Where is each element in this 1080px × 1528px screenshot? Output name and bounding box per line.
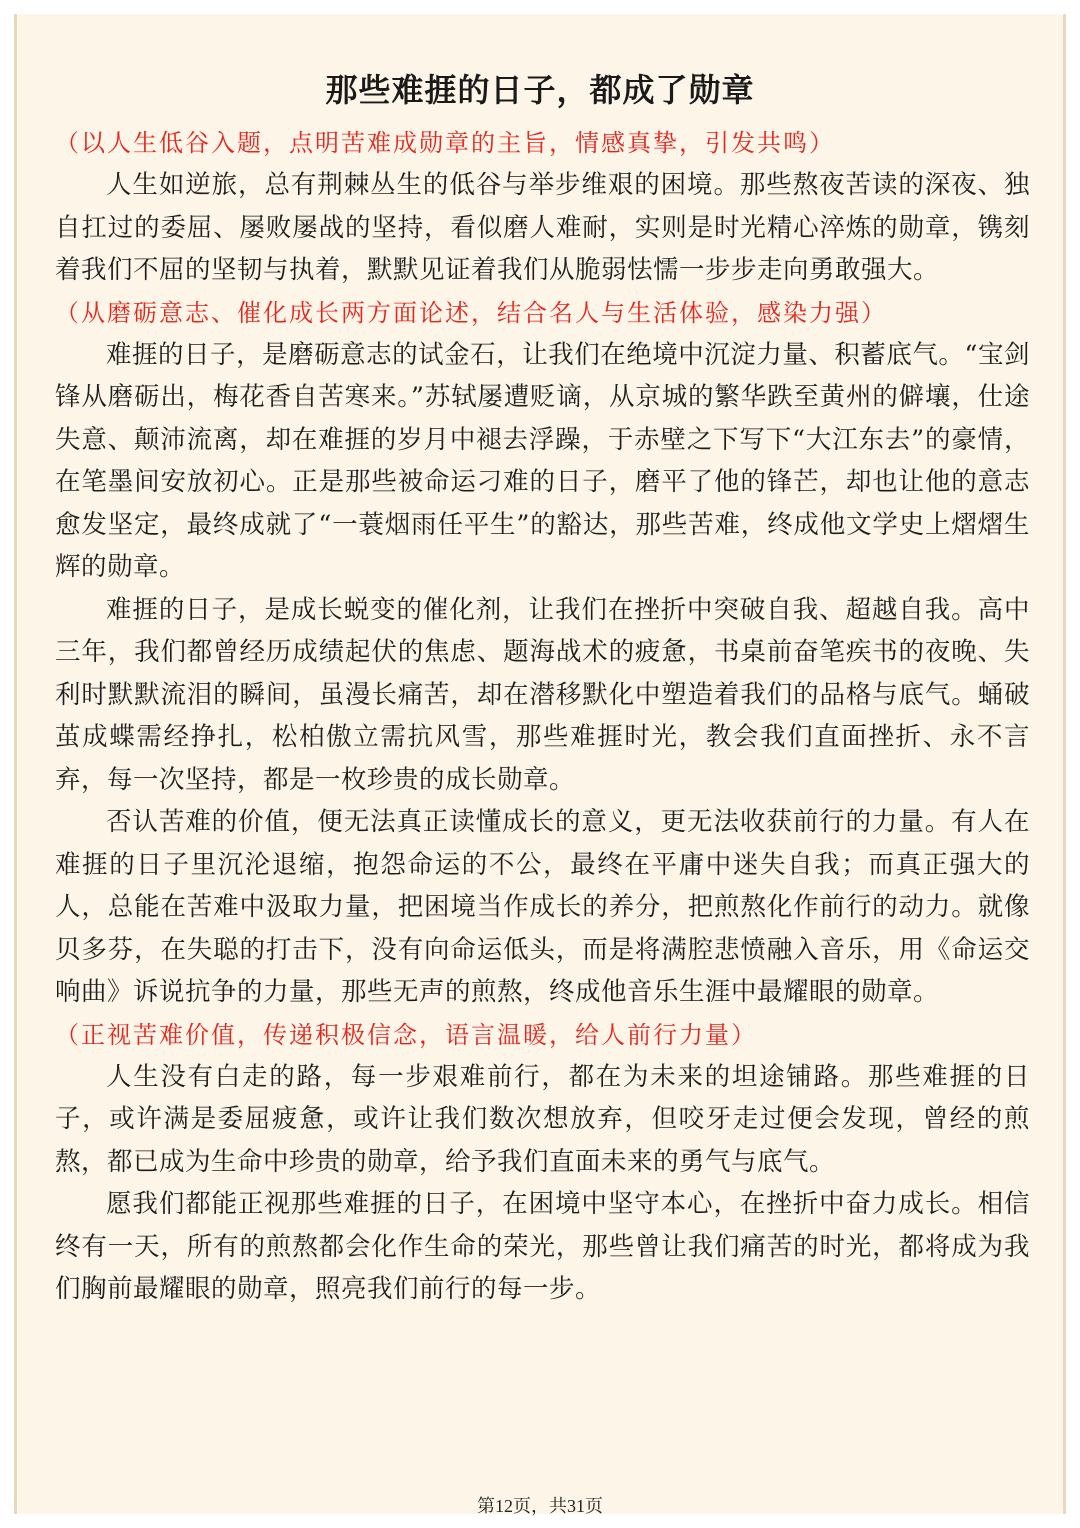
- paragraph-1: 人生如逆旅，总有荆棘丛生的低谷与举步维艰的困境。那些熬夜苦读的深夜、独自扛过的委屈、屡败屡战的坚持，看似磨人难耐，实则是时光精心淬炼的勋章，镌刻着我们不屈的坚韧与执着，默默见证着我们从脆弱怯懦一步步走向勇敢强大。: [55, 170, 1030, 285]
- paragraph-6: 愿我们都能正视那些难捱的日子，在困境中坚守本心，在挫折中奋力成长。相信终有一天，所有的煎熬都会化作生命的荣光，那些曾让我们痛苦的时光，都将成为我们胸前最耀眼的勋章，照亮我们前行的每一步。: [55, 1189, 1030, 1304]
- document-page: [14, 14, 1066, 1514]
- paragraph-4: 否认苦难的价值，便无法真正读懂成长的意义，更无法收获前行的力量。有人在难捱的日子里沉沦退缩，抱怨命运的不公，最终在平庸中迷失自我；而真正强大的人，总能在苦难中汲取力量，把困境当作成长的养分，把煎熬化作前行的动力。就像贝多芬，在失聪的打击下，没有向命运低头，而是将满腔悲愤融入音乐，用《命运交响曲》诉说抗争的力量，那些无声的煎熬，终成他音乐生涯中最耀眼的勋章。: [55, 807, 1030, 1007]
- annotation-body: （从磨砺意志、催化成长两方面论述，结合名人与生活体验，感染力强）: [55, 298, 887, 327]
- annotation-end: （正视苦难价值，传递积极信念，语言温暖，给人前行力量）: [55, 1020, 757, 1049]
- page-number: 第12页，共31页: [477, 1496, 603, 1516]
- page-title: 那些难捱的日子，都成了勋章: [325, 71, 755, 109]
- paragraph-5: 人生没有白走的路，每一步艰难前行，都在为未来的坦途铺路。那些难捱的日子，或许满是委屈疲惫，或许让我们数次想放弃，但咬牙走过便会发现，曾经的煎熬，都已成为生命中珍贵的勋章，给予我们直面未来的勇气与底气。: [55, 1061, 1030, 1177]
- essay-body: [55, 122, 1030, 1311]
- paragraph-3: 难捱的日子，是成长蜕变的催化剂，让我们在挫折中突破自我、超越自我。高中三年，我们都曾经历成绩起伏的焦虑、题海战术的疲惫，书桌前奋笔疾书的夜晚、失利时默默流泪的瞬间，虽漫长痛苦，却在潜移默化中塑造着我们的品格与底气。蛹破茧成蝶需经挣扎，松柏傲立需抗风雪，那些难捱时光，教会我们直面挫折、永不言弃，每一次坚持，都是一枚珍贵的成长勋章。: [55, 594, 1030, 795]
- paragraph-2: 难捱的日子，是磨砺意志的试金石，让我们在绝境中沉淀力量、积蓄底气。“宝剑锋从磨砺出，梅花香自苦寒来。”苏轼屡遭贬谪，从京城的繁华跌至黄州的僻壤，仕途失意、颠沛流离，却在难捱的岁月中褪去浮躁，于赤壁之下写下“大江东去”的豪情，在笔墨间安放初心。正是那些被命运刁难的日子，磨平了他的锋芒，却也让他的意志愈发坚定，最终成就了“一蓑烟雨任平生”的豁达，那些苦难，终成他文学史上熠熠生辉的勋章。: [55, 339, 1030, 582]
- annotation-intro: （以人生低谷入题，点明苦难成勋章的主旨，情感真挚，引发共鸣）: [55, 129, 835, 157]
